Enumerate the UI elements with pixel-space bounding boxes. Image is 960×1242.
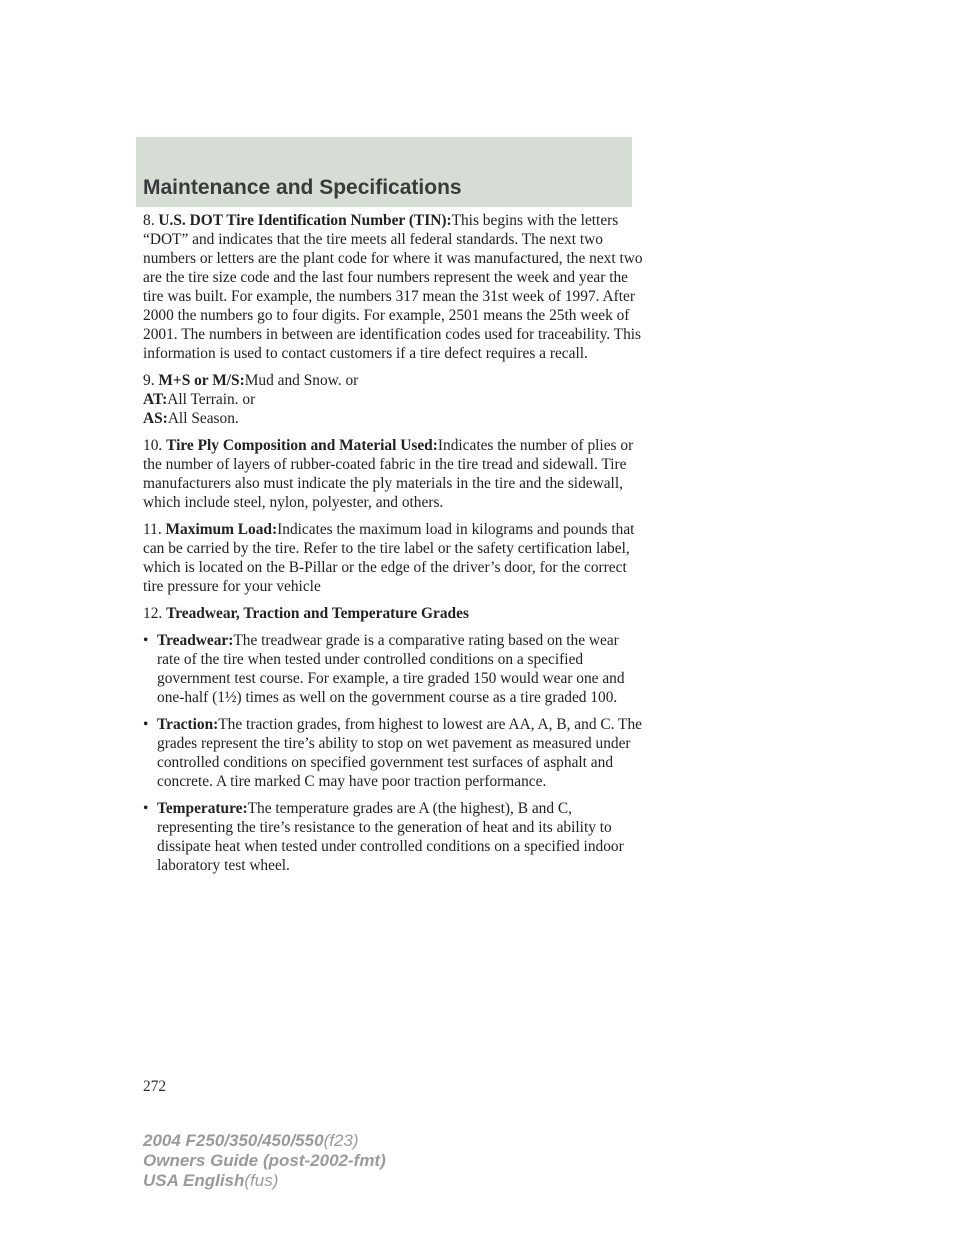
item-9-ms-label: M+S or M/S:: [158, 372, 245, 389]
item-9-as-label: AS:: [143, 410, 168, 427]
bullet-temperature: • Temperature:The temperature grades are A (the highest), B and C, representing the tire’s resistance to the generation of heat and its ability to dissipate heat when tested under controlled conditions on a specified indoor laboratory test wheel.: [143, 800, 624, 874]
item-10: 10. Tire Ply Composition and Material Used:Indicates the number of plies or the number of layers of rubber-coated fabric in the tire tread and sidewall. Tire manufacturers also must indicate the ply materials in the tire and the sidewall, which include steel, nylon, polyester, and others.: [143, 437, 634, 511]
item-8: 8. U.S. DOT Tire Identification Number (TIN):This begins with the letters “DOT” and indicates that the tire meets all federal standards. The next two numbers or letters are the plant code for where it was manufactured, the next two are the tire size code and the last four numbers represent the week and year the tire was built. For example, the numbers 317 mean the 31st week of 1997. After 2000 the numbers go to four digits. For example, 2501 means the 25th week of 2001. The numbers in between are identification codes used for traceability. This information is used to contact customers if a tire defect requires a recall.: [143, 212, 643, 362]
item-8-text: This begins with the letters “DOT” and indicates that the tire meets all federal standards. The next two numbers or letters are the plant code for where it was manufactured, the next two are the tire size code and the last four numbers represent the week and year the tire was built. For example, the numbers 317 mean the 31st week of 1997. After 2000 the numbers go to four digits. For example, 2501 means the 25th week of 2001. The numbers in between are identification codes used for traceability. This information is used to contact customers if a tire defect requires a recall.: [143, 212, 643, 362]
item-9: 9. M+S or M/S:Mud and Snow. or AT:All Terrain. or AS:All Season.: [143, 372, 359, 427]
item-11: 11. Maximum Load:Indicates the maximum load in kilograms and pounds that can be carried by the tire. Refer to the tire label or the safety certification label, which is located on the B-Pillar or the edge of the driver’s door, for the correct tire pressure for your vehicle: [143, 521, 635, 595]
footer-model-line: 2004 F250/350/450/550(f23): [143, 1131, 359, 1150]
item-11-label: Maximum Load:: [165, 521, 278, 538]
item-9-at-label: AT:: [143, 391, 168, 408]
bullet-icon: •: [143, 716, 149, 733]
page-content: [143, 211, 643, 883]
bullet-traction: • Traction:The traction grades, from highest to lowest are AA, A, B, and C. The grades represent the tire’s ability to stop on wet pavement as measured under controlled conditions on specified government test surfaces of asphalt and concrete. A tire marked C may have poor traction performance.: [143, 716, 642, 790]
item-12-label: Treadwear, Traction and Temperature Grades: [166, 605, 469, 622]
item-12: 12. Treadwear, Traction and Temperature Grades: [143, 605, 469, 622]
bullet-label: Traction:: [157, 716, 219, 733]
item-10-label: Tire Ply Composition and Material Used:: [166, 437, 438, 454]
bullet-icon: •: [143, 632, 149, 649]
footer-language-line: USA English(fus): [143, 1171, 279, 1190]
item-10-text: Indicates the number of plies or the number of layers of rubber-coated fabric in the tire tread and sidewall. Tire manufacturers also must indicate the ply materials in the tire and the sidewall, which include steel, nylon, polyester, and others.: [143, 437, 634, 511]
document-footer: [143, 1131, 386, 1191]
bullet-label: Treadwear:: [157, 632, 234, 649]
section-title: Maintenance and Specifications: [143, 176, 462, 199]
item-11-text: Indicates the maximum load in kilograms and pounds that can be carried by the tire. Refer to the tire label or the safety certification label, which is located on the B-Pillar or the edge of the driver’s door, for the correct tire pressure for your vehicle: [143, 521, 635, 595]
bullet-label: Temperature:: [157, 800, 248, 817]
page-number: 272: [143, 1078, 167, 1095]
footer-guide-line: Owners Guide (post-2002-fmt): [143, 1151, 386, 1170]
bullet-icon: •: [143, 800, 149, 817]
item-8-label: U.S. DOT Tire Identification Number (TIN):: [158, 212, 452, 229]
bullet-treadwear: • Treadwear:The treadwear grade is a comparative rating based on the wear rate of the tire when tested under controlled conditions on a specified government test course. For example, a tire graded 150 would wear one and one-half (1½) times as well on the government course as a tire graded 100.: [143, 632, 625, 706]
